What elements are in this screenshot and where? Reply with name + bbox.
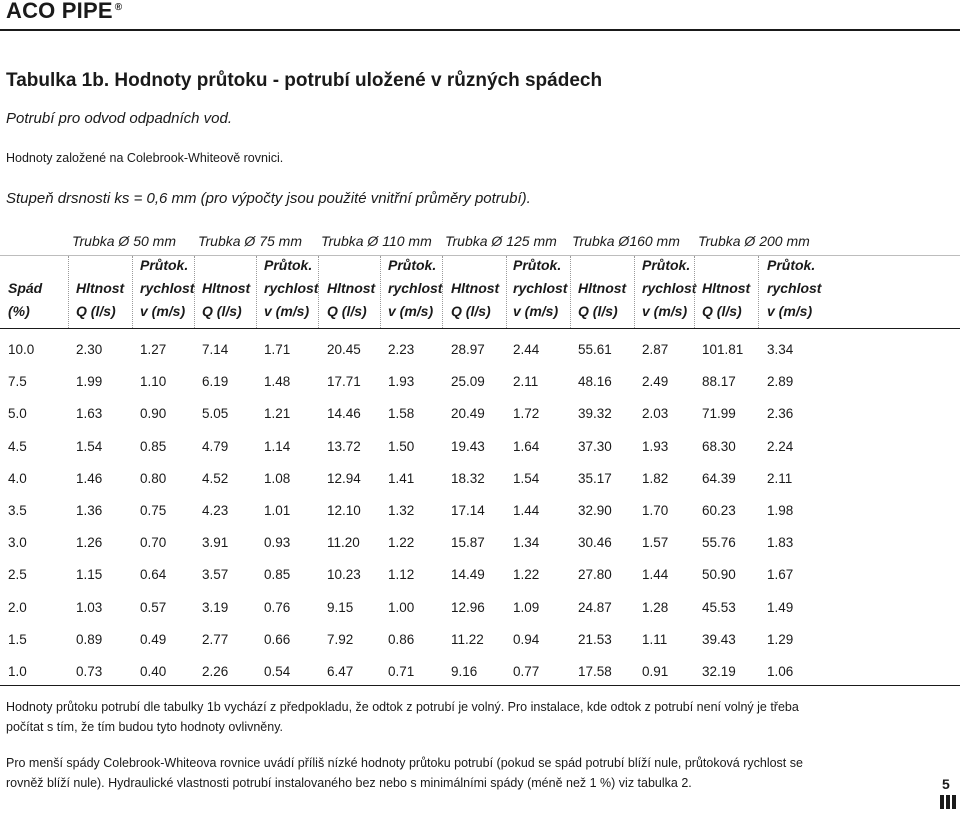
flow-cell: 11.20 <box>327 535 360 551</box>
velocity-cell: 1.08 <box>264 470 291 486</box>
flow-cell: 15.87 <box>451 535 485 551</box>
flow-unit: Q (l/s) <box>202 303 242 319</box>
velocity-header: rychlost <box>767 280 822 296</box>
flow-cell: 1.26 <box>76 535 103 551</box>
velocity-cell: 1.93 <box>642 438 669 454</box>
flow-cell: 2.30 <box>76 342 103 357</box>
velocity-unit: v (m/s) <box>513 303 559 319</box>
velocity-cell: 2.49 <box>642 374 669 390</box>
flow-cell: 10.23 <box>327 567 361 583</box>
slope-unit: (%) <box>8 303 30 319</box>
velocity-cell: 3.34 <box>767 342 794 357</box>
flow-cell: 55.61 <box>578 342 612 357</box>
velocity-unit: v (m/s) <box>767 303 813 319</box>
flow-cell: 39.32 <box>578 406 612 422</box>
velocity-cell: 1.72 <box>513 406 540 422</box>
flow-unit: Q (l/s) <box>451 303 491 319</box>
flow-cell: 12.96 <box>451 599 485 615</box>
flow-cell: 3.91 <box>202 535 229 551</box>
slope-cell: 7.5 <box>8 374 27 390</box>
flow-cell: 0.89 <box>76 631 103 647</box>
flow-cell: 68.30 <box>702 438 736 454</box>
velocity-cell: 1.14 <box>264 438 291 454</box>
flow-cell: 17.14 <box>451 503 485 518</box>
velocity-cell: 0.90 <box>140 406 167 422</box>
velocity-header-top: Průtok. <box>264 257 313 273</box>
velocity-cell: 1.44 <box>642 567 669 583</box>
velocity-cell: 1.29 <box>767 631 794 647</box>
velocity-cell: 1.22 <box>513 567 540 583</box>
table-row <box>0 591 960 624</box>
flow-header: Hltnost <box>327 280 376 296</box>
velocity-cell: 0.64 <box>140 567 167 583</box>
flow-cell: 3.57 <box>202 567 229 583</box>
flow-cell: 60.23 <box>702 503 736 518</box>
velocity-header: rychlost <box>388 280 443 296</box>
velocity-cell: 1.32 <box>388 503 415 518</box>
table-row <box>0 623 960 656</box>
header-rule <box>0 328 960 329</box>
velocity-cell: 2.44 <box>513 342 540 357</box>
velocity-cell: 0.75 <box>140 503 167 518</box>
flow-cell: 17.71 <box>327 374 361 390</box>
velocity-header-top: Průtok. <box>642 257 691 273</box>
velocity-cell: 1.93 <box>388 374 415 390</box>
velocity-cell: 1.00 <box>388 599 415 615</box>
flow-cell: 55.76 <box>702 535 736 551</box>
velocity-unit: v (m/s) <box>388 303 434 319</box>
velocity-cell: 1.41 <box>388 470 415 486</box>
column-separator <box>318 256 319 328</box>
velocity-cell: 2.24 <box>767 438 794 454</box>
group-title: Trubka Ø 200 mm <box>698 233 810 249</box>
flow-cell: 48.16 <box>578 374 612 390</box>
table-subtitle: Potrubí pro odvod odpadních vod. <box>6 110 232 127</box>
flow-cell: 27.80 <box>578 567 612 583</box>
flow-cell: 7.14 <box>202 342 229 357</box>
slope-cell: 4.5 <box>8 438 27 454</box>
brand-name: ACO PIPE <box>6 0 113 23</box>
velocity-cell: 0.77 <box>513 664 540 679</box>
flow-header: Hltnost <box>451 280 500 296</box>
group-title: Trubka Ø 125 mm <box>445 233 557 249</box>
flow-cell: 13.72 <box>327 438 361 454</box>
velocity-cell: 0.57 <box>140 599 167 615</box>
velocity-cell: 0.91 <box>642 664 669 679</box>
velocity-cell: 2.03 <box>642 406 669 422</box>
velocity-header-top: Průtok. <box>140 257 189 273</box>
flow-header: Hltnost <box>202 280 251 296</box>
slope-cell: 1.5 <box>8 631 27 647</box>
velocity-cell: 0.85 <box>140 438 167 454</box>
slope-cell: 3.5 <box>8 503 27 518</box>
velocity-cell: 1.44 <box>513 503 540 518</box>
velocity-cell: 1.83 <box>767 535 794 551</box>
slope-cell: 1.0 <box>8 664 27 679</box>
velocity-cell: 1.10 <box>140 374 167 390</box>
flow-cell: 37.30 <box>578 438 612 454</box>
flow-cell: 1.46 <box>76 470 103 486</box>
slope-cell: 2.0 <box>8 599 27 615</box>
velocity-cell: 1.09 <box>513 599 540 615</box>
velocity-cell: 1.11 <box>642 631 668 647</box>
flow-cell: 14.49 <box>451 567 485 583</box>
velocity-header: rychlost <box>513 280 568 296</box>
page-marker-icon <box>940 795 958 809</box>
velocity-header: rychlost <box>264 280 319 296</box>
velocity-header: rychlost <box>642 280 697 296</box>
velocity-cell: 1.58 <box>388 406 415 422</box>
velocity-cell: 0.76 <box>264 599 291 615</box>
table-bottom-rule <box>0 685 960 686</box>
velocity-cell: 1.64 <box>513 438 540 454</box>
flow-cell: 1.36 <box>76 503 103 518</box>
velocity-cell: 1.28 <box>642 599 669 615</box>
velocity-cell: 1.12 <box>388 567 415 583</box>
velocity-cell: 1.70 <box>642 503 669 518</box>
footnote-free-outflow: Hodnoty průtoku potrubí dle tabulky 1b vychází z předpokladu, že odtok z potrubí je volný. Pro instalace, kde odtok z potrubí není volný je třeba počítat s tím, že tím budou tyto hodnoty ovlivněny. <box>6 700 799 734</box>
velocity-cell: 0.70 <box>140 535 167 551</box>
column-separator <box>570 256 571 328</box>
flow-header: Hltnost <box>578 280 627 296</box>
flow-cell: 19.43 <box>451 438 485 454</box>
column-separator <box>380 256 381 328</box>
velocity-cell: 1.50 <box>388 438 415 454</box>
column-separator <box>442 256 443 328</box>
table-row <box>0 655 960 688</box>
table-row <box>0 397 960 430</box>
roughness-note: Stupeň drsnosti ks = 0,6 mm (pro výpočty jsou použité vnitřní průměry potrubí). <box>6 190 531 207</box>
slope-cell: 2.5 <box>8 567 27 583</box>
flow-header: Hltnost <box>702 280 751 296</box>
velocity-cell: 2.36 <box>767 406 794 422</box>
registered-mark: ® <box>114 1 123 13</box>
flow-cell: 24.87 <box>578 599 612 615</box>
table-row <box>0 333 960 366</box>
flow-cell: 64.39 <box>702 470 736 486</box>
slope-cell: 5.0 <box>8 406 27 422</box>
group-title: Trubka Ø 75 mm <box>198 233 302 249</box>
flow-cell: 101.81 <box>702 342 744 357</box>
flow-cell: 6.19 <box>202 374 229 390</box>
flow-cell: 35.17 <box>578 470 612 486</box>
flow-cell: 6.47 <box>327 664 354 679</box>
velocity-cell: 0.66 <box>264 631 291 647</box>
flow-cell: 1.15 <box>76 567 103 583</box>
column-separator <box>256 256 257 328</box>
header-rule <box>0 29 960 31</box>
velocity-cell: 0.94 <box>513 631 540 647</box>
column-separator <box>758 256 759 328</box>
flow-cell: 5.05 <box>202 406 229 422</box>
velocity-cell: 1.67 <box>767 567 794 583</box>
flow-cell: 12.10 <box>327 503 361 518</box>
velocity-cell: 1.22 <box>388 535 415 551</box>
velocity-cell: 1.21 <box>264 406 291 422</box>
velocity-cell: 1.71 <box>264 342 291 357</box>
footnote-low-slopes: Pro menší spády Colebrook-Whiteova rovnice uvádí příliš nízké hodnoty průtoku potrubí (pokud se spád potrubí blíží nule, průtoková rychlost se rovněž blíží nule). Hydraulické vlastnosti potrubí instalovaného bez nebo s minimálními spády (méně než 1 %) viz tabulka 2. <box>6 756 803 790</box>
velocity-header-top: Průtok. <box>767 257 816 273</box>
column-separator <box>694 256 695 328</box>
velocity-cell: 2.89 <box>767 374 794 390</box>
flow-cell: 12.94 <box>327 470 361 486</box>
column-separator <box>68 256 69 328</box>
brand-header <box>6 0 122 24</box>
velocity-cell: 1.49 <box>767 599 794 615</box>
group-title: Trubka Ø160 mm <box>572 233 680 249</box>
velocity-cell: 1.57 <box>642 535 669 551</box>
velocity-cell: 0.40 <box>140 664 167 679</box>
table-row <box>0 462 960 495</box>
flow-unit: Q (l/s) <box>327 303 367 319</box>
flow-cell: 45.53 <box>702 599 736 615</box>
velocity-cell: 1.98 <box>767 503 794 518</box>
slope-cell: 10.0 <box>8 342 35 357</box>
flow-cell: 9.15 <box>327 599 354 615</box>
flow-cell: 25.09 <box>451 374 485 390</box>
flow-cell: 88.17 <box>702 374 736 390</box>
velocity-cell: 1.01 <box>264 503 291 518</box>
table-row <box>0 558 960 591</box>
flow-cell: 4.52 <box>202 470 229 486</box>
flow-cell: 28.97 <box>451 342 485 357</box>
flow-unit: Q (l/s) <box>76 303 116 319</box>
velocity-cell: 1.48 <box>264 374 291 390</box>
velocity-header: rychlost <box>140 280 195 296</box>
flow-cell: 71.99 <box>702 406 736 422</box>
velocity-cell: 2.11 <box>767 470 793 486</box>
velocity-cell: 0.80 <box>140 470 167 486</box>
table-row <box>0 526 960 559</box>
column-separator <box>194 256 195 328</box>
flow-cell: 21.53 <box>578 631 612 647</box>
slope-cell: 4.0 <box>8 470 27 486</box>
velocity-cell: 2.23 <box>388 342 415 357</box>
column-separator <box>506 256 507 328</box>
table-row <box>0 430 960 463</box>
flow-cell: 17.58 <box>578 664 612 679</box>
velocity-cell: 0.85 <box>264 567 291 583</box>
velocity-cell: 1.82 <box>642 470 669 486</box>
flow-cell: 7.92 <box>327 631 354 647</box>
velocity-unit: v (m/s) <box>264 303 310 319</box>
flow-cell: 2.77 <box>202 631 229 647</box>
method-note: Hodnoty založené na Colebrook-Whiteově rovnici. <box>6 151 284 165</box>
flow-cell: 11.22 <box>451 631 484 647</box>
slope-header: Spád <box>8 280 43 296</box>
table-title: Tabulka 1b. Hodnoty průtoku - potrubí uložené v různých spádech <box>6 70 603 91</box>
velocity-cell: 0.86 <box>388 631 415 647</box>
column-separator <box>634 256 635 328</box>
velocity-cell: 2.11 <box>513 374 539 390</box>
flow-cell: 1.63 <box>76 406 103 422</box>
velocity-header-top: Průtok. <box>388 257 437 273</box>
flow-unit: Q (l/s) <box>578 303 618 319</box>
flow-cell: 9.16 <box>451 664 478 679</box>
flow-cell: 20.45 <box>327 342 361 357</box>
velocity-cell: 0.54 <box>264 664 291 679</box>
velocity-cell: 1.27 <box>140 342 167 357</box>
velocity-cell: 1.06 <box>767 664 794 679</box>
flow-cell: 2.26 <box>202 664 229 679</box>
flow-cell: 39.43 <box>702 631 736 647</box>
flow-cell: 1.54 <box>76 438 103 454</box>
flow-cell: 20.49 <box>451 406 485 422</box>
group-title: Trubka Ø 50 mm <box>72 233 176 249</box>
flow-cell: 14.46 <box>327 406 361 422</box>
flow-cell: 1.99 <box>76 374 103 390</box>
flow-unit: Q (l/s) <box>702 303 742 319</box>
velocity-cell: 2.87 <box>642 342 669 357</box>
velocity-unit: v (m/s) <box>642 303 688 319</box>
group-title: Trubka Ø 110 mm <box>321 233 432 249</box>
flow-cell: 30.46 <box>578 535 612 551</box>
velocity-header-top: Průtok. <box>513 257 562 273</box>
flow-cell: 3.19 <box>202 599 229 615</box>
flow-cell: 50.90 <box>702 567 736 583</box>
velocity-unit: v (m/s) <box>140 303 186 319</box>
slope-cell: 3.0 <box>8 535 27 551</box>
velocity-cell: 1.34 <box>513 535 540 551</box>
flow-cell: 32.19 <box>702 664 736 679</box>
flow-cell: 4.23 <box>202 503 229 518</box>
flow-cell: 18.32 <box>451 470 485 486</box>
velocity-cell: 0.49 <box>140 631 167 647</box>
flow-cell: 32.90 <box>578 503 612 518</box>
page-number: 5 <box>942 776 950 792</box>
flow-cell: 4.79 <box>202 438 229 454</box>
column-separator <box>132 256 133 328</box>
velocity-cell: 1.54 <box>513 470 540 486</box>
velocity-cell: 0.71 <box>388 664 415 679</box>
table-row <box>0 365 960 398</box>
flow-cell: 1.03 <box>76 599 103 615</box>
velocity-cell: 0.93 <box>264 535 291 551</box>
table-row <box>0 494 960 527</box>
flow-cell: 0.73 <box>76 664 103 679</box>
flow-header: Hltnost <box>76 280 125 296</box>
